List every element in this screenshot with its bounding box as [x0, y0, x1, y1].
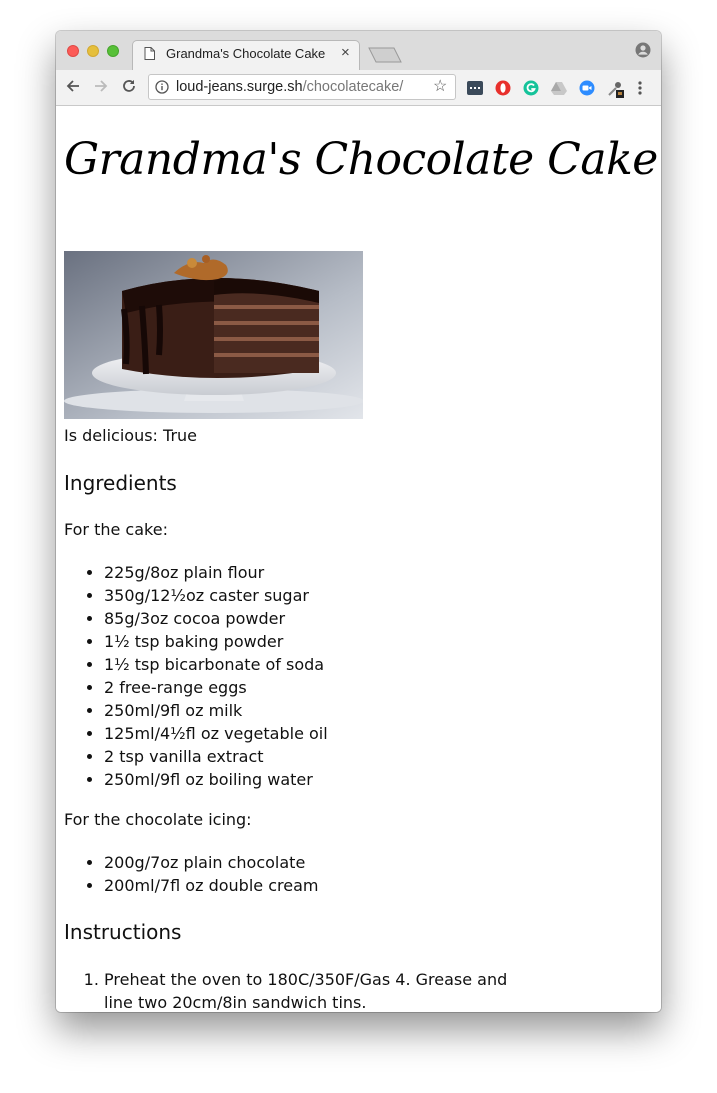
zoom-extension-icon[interactable] [579, 80, 595, 96]
info-icon[interactable] [155, 80, 169, 99]
list-item: • 1½ tsp baking powder [104, 630, 328, 653]
list-item: • 85g/3oz cocoa powder [104, 607, 328, 630]
tab-strip [56, 31, 661, 70]
opera-extension-icon[interactable] [495, 80, 511, 96]
recipe-title: Grandma's Chocolate Cake [64, 134, 658, 185]
document-icon [144, 47, 155, 65]
tab-title: Grandma's Chocolate Cake [166, 46, 326, 61]
list-item: • 1½ tsp bicarbonate of soda [104, 653, 328, 676]
profile-icon[interactable] [635, 42, 651, 63]
window-close-button[interactable] [67, 45, 79, 57]
list-item: • 225g/8oz plain flour [104, 561, 328, 584]
more-menu-icon[interactable] [638, 80, 642, 101]
list-item: • 125ml/4½fl oz vegetable oil [104, 722, 328, 745]
bookmark-star-icon[interactable]: ☆ [433, 78, 448, 95]
url-host: loud-jeans.surge.sh [176, 79, 303, 95]
url-text[interactable] [176, 79, 403, 95]
list-item: • 200ml/7fl oz double cream [104, 874, 318, 897]
list-item: • 200g/7oz plain chocolate [104, 851, 318, 874]
cake-image [64, 251, 363, 419]
instructions-heading: Instructions [64, 920, 182, 944]
drive-extension-icon[interactable] [551, 80, 567, 96]
browser-toolbar [56, 70, 661, 106]
address-bar[interactable] [148, 74, 456, 100]
list-item: • 350g/12½oz caster sugar [104, 584, 328, 607]
back-arrow-icon[interactable] [65, 78, 81, 99]
page-viewport[interactable] [56, 106, 661, 1012]
instructions-list [64, 968, 534, 1012]
eyedropper-extension-icon[interactable] [607, 80, 623, 96]
url-path: /chocolatecake/ [302, 79, 404, 95]
list-item: • 2 free-range eggs [104, 676, 328, 699]
new-tab-button[interactable] [368, 47, 402, 68]
ingredients-heading: Ingredients [64, 471, 177, 495]
grammarly-icon[interactable] [523, 80, 539, 96]
list-item: • 2 tsp vanilla extract [104, 745, 328, 768]
icing-ingredients-label: For the chocolate icing: [64, 810, 252, 829]
extension-dark-icon[interactable] [467, 80, 483, 96]
tab-close-icon[interactable]: × [341, 44, 350, 61]
forward-arrow-icon[interactable] [93, 78, 109, 99]
reload-icon[interactable] [121, 78, 137, 99]
list-item: • 250ml/9fl oz milk [104, 699, 328, 722]
icing-ingredients-list [64, 851, 318, 897]
cake-ingredients-label: For the cake: [64, 520, 168, 539]
browser-window [56, 31, 661, 1012]
cake-ingredients-list [64, 561, 328, 791]
window-maximize-button[interactable] [107, 45, 119, 57]
window-minimize-button[interactable] [87, 45, 99, 57]
instruction-step: 1. Preheat the oven to 180C/350F/Gas 4. Grease and line two 20cm/8in sandwich tins. [104, 968, 534, 1012]
list-item: • 250ml/9fl oz boiling water [104, 768, 328, 791]
delicious-text: Is delicious: True [64, 426, 197, 445]
